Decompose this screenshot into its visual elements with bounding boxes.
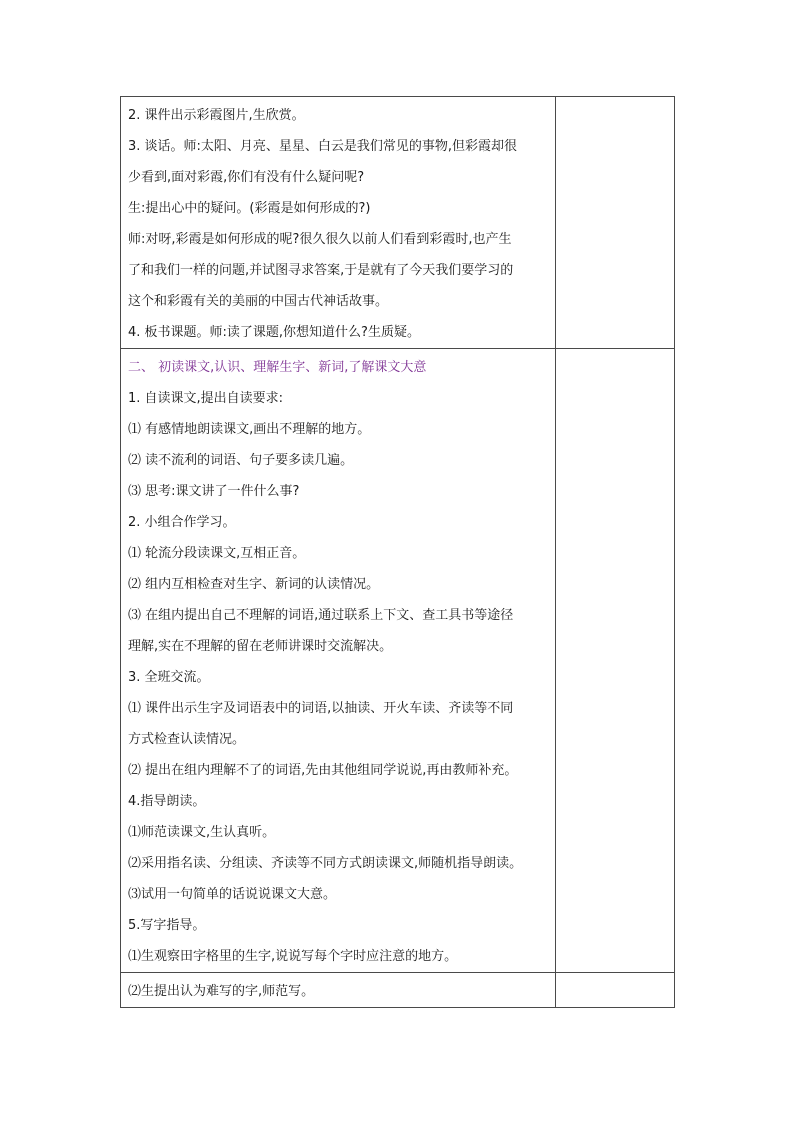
- text-line: 方式检查认读情况。: [128, 732, 246, 747]
- table-row: [121, 97, 675, 349]
- section-heading: 二、 初读课文,认识、理解生字、新词,了解课文大意: [128, 360, 427, 375]
- text-line: ⑴ 有感情地朗读课文,画出不理解的地方。: [128, 422, 371, 437]
- cell-text-block: [121, 97, 555, 348]
- text-line: 理解,实在不理解的留在老师讲课时交流解决。: [128, 639, 393, 654]
- table-row: [121, 349, 675, 973]
- cell-text-block: [121, 973, 555, 1007]
- text-line: 这个和彩霞有关的美丽的中国古代神话故事。: [128, 294, 389, 309]
- table-body: [121, 97, 675, 1008]
- text-line: 师:对呀,彩霞是如何形成的呢?很久很久以前人们看到彩霞时,也产生: [128, 232, 512, 247]
- text-line: ⑵ 提出在组内理解不了的词语,先由其他组同学说说,再由教师补充。: [128, 763, 518, 778]
- cell-text-block: [121, 349, 555, 972]
- table-row: [121, 973, 675, 1008]
- text-line: 3. 谈话。师:太阳、月亮、星星、白云是我们常见的事物,但彩霞却很: [128, 139, 518, 154]
- text-line: ⑶ 思考:课文讲了一件什么事?: [128, 484, 300, 499]
- content-cell: [121, 973, 556, 1008]
- text-line: ⑵生提出认为难写的字,师范写。: [128, 984, 315, 999]
- notes-cell: [556, 973, 675, 1008]
- text-line: ⑴ 轮流分段读课文,互相正音。: [128, 546, 306, 561]
- text-line: 生:提出心中的疑问。(彩霞是如何形成的?): [128, 201, 371, 216]
- text-line: ⑵采用指名读、分组读、齐读等不同方式朗读课文,师随机指导朗读。: [128, 856, 523, 871]
- content-cell: [121, 97, 556, 349]
- text-line: ⑶ 在组内提出自己不理解的词语,通过联系上下文、查工具书等途径: [128, 608, 514, 623]
- text-line: 4. 板书课题。师:读了课题,你想知道什么?生质疑。: [128, 325, 420, 340]
- text-line: ⑴ 课件出示生字及词语表中的词语,以抽读、开火车读、齐读等不同: [128, 701, 514, 716]
- text-line: ⑶试用一句简单的话说说课文大意。: [128, 887, 337, 902]
- text-line: 了和我们一样的问题,并试图寻求答案,于是就有了今天我们要学习的: [128, 263, 514, 278]
- text-line: 4.指导朗读。: [128, 794, 206, 809]
- lesson-plan-table: [120, 96, 675, 1008]
- text-line: ⑵ 组内互相检查对生字、新词的认读情况。: [128, 577, 380, 592]
- text-line: 少看到,面对彩霞,你们有没有什么疑问呢?: [128, 170, 365, 185]
- notes-cell: [556, 349, 675, 973]
- text-line: ⑴生观察田字格里的生字,说说写每个字时应注意的地方。: [128, 949, 458, 964]
- text-line: 2. 小组合作学习。: [128, 515, 236, 530]
- notes-cell: [556, 97, 675, 349]
- text-line: 1. 自读课文,提出自读要求:: [128, 391, 284, 406]
- text-line: 5.写字指导。: [128, 918, 206, 933]
- text-line: ⑵ 读不流利的词语、句子要多读几遍。: [128, 453, 354, 468]
- text-line: ⑴师范读课文,生认真听。: [128, 825, 276, 840]
- content-cell: [121, 349, 556, 973]
- text-line: 3. 全班交流。: [128, 670, 210, 685]
- text-line: 2. 课件出示彩霞图片,生欣赏。: [128, 108, 305, 123]
